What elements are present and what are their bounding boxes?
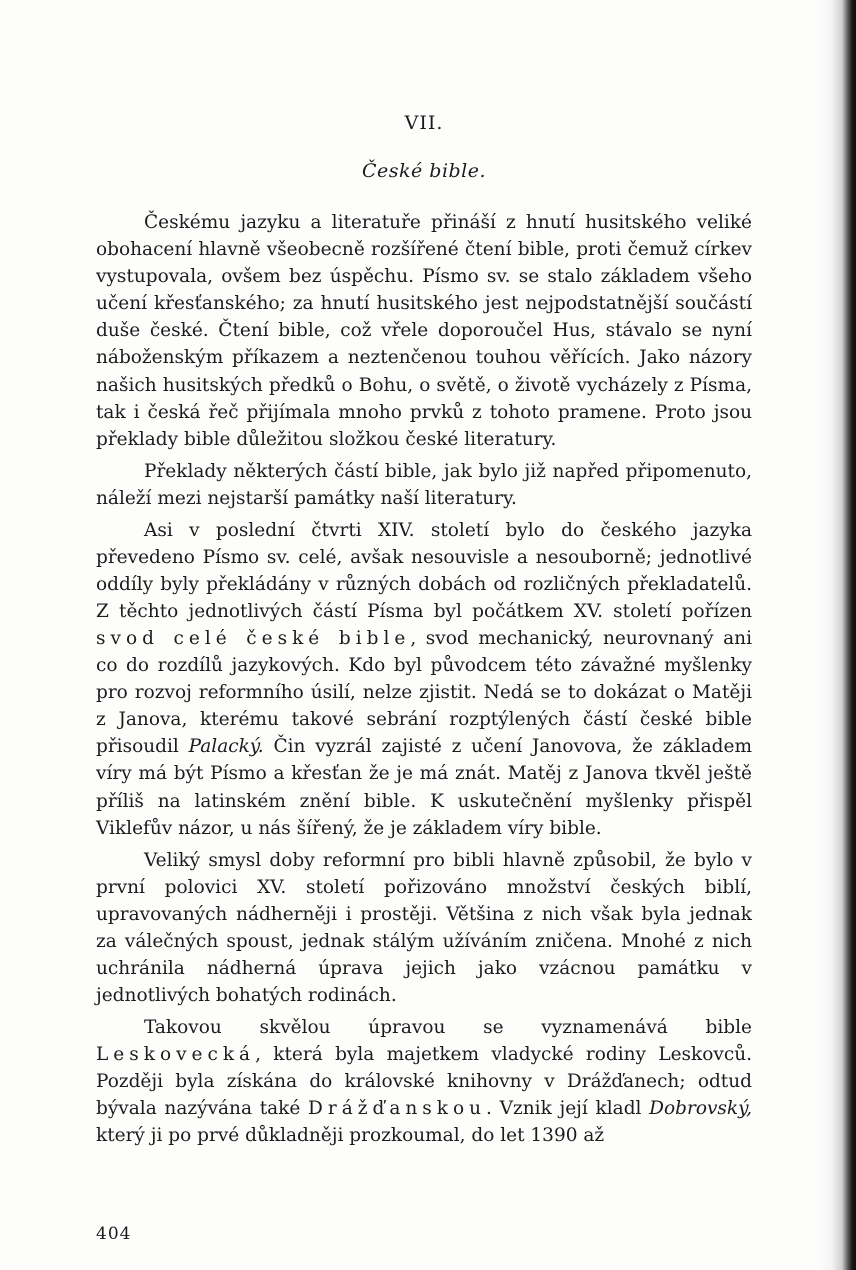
text-run: , která byla majetkem vladycké rodiny Leskovců. Později byla získána do královské knihovny v Drážďanech; odtud bývala nazývána také xyxy=(96,1044,752,1120)
text-run: . Vznik její kladl xyxy=(486,1098,650,1120)
text-run: Překlady některých částí bible, jak bylo již napřed připomenuto, náleží mezi nejstarší památky naší literatury. xyxy=(96,460,752,509)
page-binding-edge xyxy=(818,0,856,1270)
chapter-title: České bible. xyxy=(361,160,487,182)
paragraph xyxy=(96,209,752,453)
paragraph xyxy=(96,458,752,512)
text-run: Asi v poslední čtvrti XIV. století bylo do českého jazyka převedeno Písmo sv. celé, avšak nesouvisle a nesouborně; jednotlivé oddíly byly překládány v různých dobách od rozličných překladatelů. Z těchto jednotlivých částí Písma byl počátkem XV. století pořízen xyxy=(96,519,752,622)
paragraph xyxy=(96,517,752,842)
text-run: Veliký smysl doby reformní pro bibli hlavně způsobil, že bylo v první polovici XV. století pořizováno množství českých biblí, upravovaných nádherněji i prostěji. Většina z nich však byla jednak za válečných spoust, jednak stálým užíváním zničena. Mnohé z nich uchránila nádherná úprava jejich jako vzácnou památku v jednotlivých bohatých rodinách. xyxy=(96,849,752,1007)
text-run: Takovou skvělou úpravou se vyznamenává bible xyxy=(144,1016,752,1038)
spaced-text: Leskovecká xyxy=(96,1044,256,1065)
text-run: Českému jazyku a literatuře přináší z hnutí husitského veliké obohacení hlavně všeobecně rozšířené čtení bible, proti čemuž církev vystupovala, ovšem bez úspěchu. Písmo sv. se stalo základem všeho učení křesťanského; za hnutí husitského jest nejpodstatnější součástí duše české. Čtení bible, což vřele doporoučel Hus, stávalo se nyní náboženským příkazem a neztenčenou touhou věřících. Jako názory našich husitských předků o Bohu, o světě, o životě vycházely z Písma, tak i česká řeč přijímala mnoho prvků z tohoto pramene. Proto jsou překlady bible důležitou složkou české literatury. xyxy=(96,212,752,450)
paragraph xyxy=(96,847,752,1010)
text-run: , svod mechanický, neurovnaný ani co do rozdílů jazykových. Kdo byl původcem této závažné myšlenky pro rozvoj reformního úsilí, nelze zjistit. Nedá se to dokázat o Matěji z Janova, kterému takové sebrání rozptýlených částí české bible přisoudil xyxy=(96,628,752,758)
italic-text: Palacký. xyxy=(188,736,264,758)
text-run: Čin vyzrál zajisté z učení Janovova, že základem víry má být Písmo a křesťan že je má znát. Matěj z Janova tkvěl ještě příliš na latinském znění bible. K uskutečnění myšlenky přispěl Viklefův názor, u nás šířený, že je základem víry bible. xyxy=(96,736,752,839)
spaced-text: svod celé české bible xyxy=(96,628,411,649)
page-number: 404 xyxy=(96,1224,132,1244)
text-run: který ji po prvé důkladněji prozkoumal, do let 1390 až xyxy=(96,1125,605,1147)
chapter-body xyxy=(96,209,752,1154)
spaced-text: Drážďanskou xyxy=(308,1098,487,1120)
chapter-number: VII. xyxy=(404,112,444,134)
italic-text: Dobrovský, xyxy=(649,1098,752,1120)
paragraph xyxy=(96,1014,752,1149)
